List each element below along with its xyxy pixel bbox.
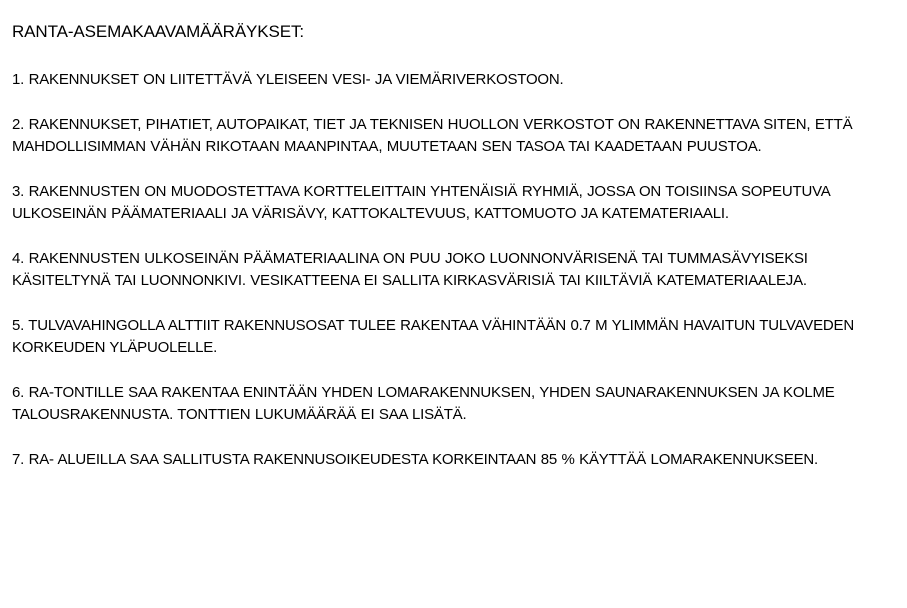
regulation-4: 4. RAKENNUSTEN ULKOSEINÄN PÄÄMATERIAALINA ON PUU JOKO LUONNONVÄRISENÄ TAI TUMMASÄVYISEKSI KÄSITELTYNÄ TAI LUONNONKIVI. VESIKATTEENA EI SALLITA KIRKASVÄRISIÄ TAI KIILTÄVIÄ KATEMATERIAALEJA. bbox=[12, 249, 808, 289]
document-title: RANTA-ASEMAKAAVAMÄÄRÄYKSET: bbox=[12, 22, 305, 41]
regulation-2: 2. RAKENNUKSET, PIHATIET, AUTOPAIKAT, TIET JA TEKNISEN HUOLLON VERKOSTOT ON RAKENNETTAVA SITEN, ETTÄ MAHDOLLISIMMAN VÄHÄN RIKOTAAN MAANPINTAA, MUUTETAAN SEN TASOA TAI KAADETAAN PUUSTOA. bbox=[12, 115, 853, 155]
regulation-3: 3. RAKENNUSTEN ON MUODOSTETTAVA KORTTELEITTAIN YHTENÄISIÄ RYHMIÄ, JOSSA ON TOISIINSA SOPEUTUVA ULKOSEINÄN PÄÄMATERIAALI JA VÄRISÄVY, KATTOKALTEVUUS, KATTOMUOTO JA KATEMATERIAALI. bbox=[12, 182, 830, 222]
regulation-5: 5. TULVAVAHINGOLLA ALTTIIT RAKENNUSOSAT TULEE RAKENTAA VÄHINTÄÄN 0.7 M YLIMMÄN HAVAITUN TULVAVEDEN KORKEUDEN YLÄPUOLELLE. bbox=[12, 316, 854, 356]
regulation-7: 7. RA- ALUEILLA SAA SALLITUSTA RAKENNUSOIKEUDESTA KORKEINTAAN 85 % KÄYTTÄÄ LOMARAKENNUKSEEN. bbox=[12, 450, 819, 468]
regulation-1: 1. RAKENNUKSET ON LIITETTÄVÄ YLEISEEN VESI- JA VIEMÄRIVERKOSTOON. bbox=[12, 71, 564, 88]
regulation-6: 6. RA-TONTILLE SAA RAKENTAA ENINTÄÄN YHDEN LOMARAKENNUKSEN, YHDEN SAUNARAKENNUKSEN JA KOLME TALOUSRAKENNUSTA. TONTTIEN LUKUMÄÄRÄÄ EI SAA LISÄTÄ. bbox=[12, 383, 835, 423]
